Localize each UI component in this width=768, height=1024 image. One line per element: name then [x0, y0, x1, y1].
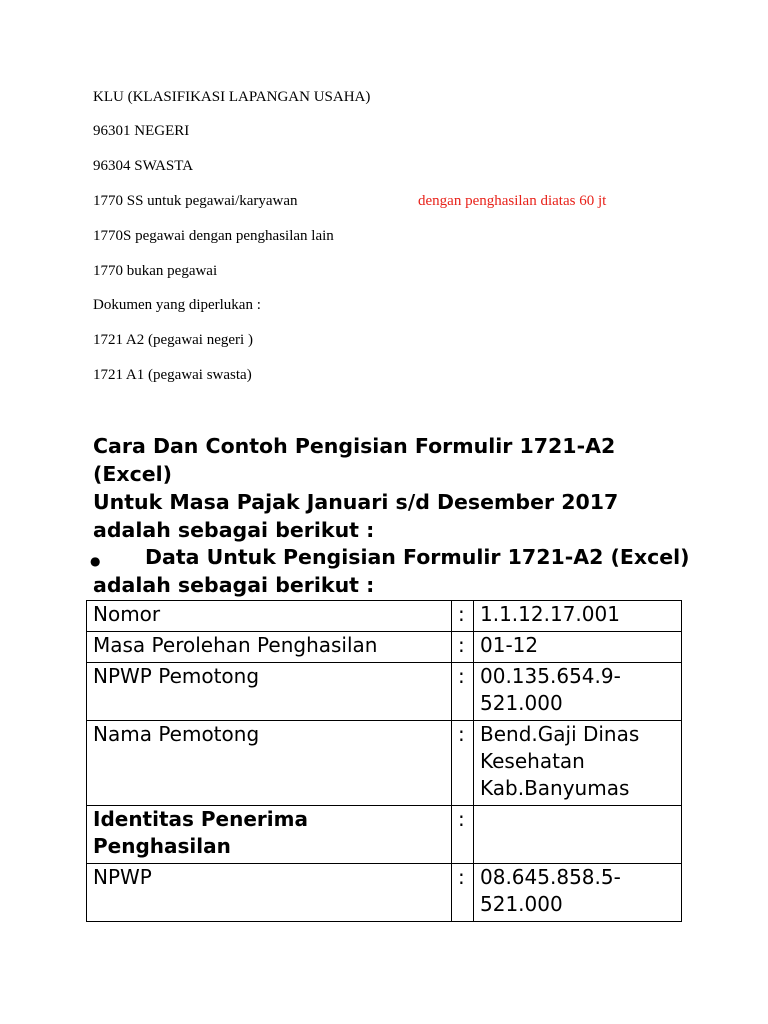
row-colon: : — [452, 721, 474, 806]
table-row — [87, 721, 682, 806]
row-label: NPWP — [87, 864, 452, 922]
bullet-item-text: Data Untuk Pengisian Formulir 1721-A2 (Excel) adalah sebagai berikut : — [93, 545, 690, 597]
row-value: 00.135.654.9-521.000 — [474, 663, 682, 721]
form-1770: 1770 bukan pegawai — [93, 263, 218, 279]
income-threshold-note: dengan penghasilan diatas 60 jt — [418, 193, 607, 209]
row-value — [474, 806, 682, 864]
row-value: 08.645.858.5-521.000 — [474, 864, 682, 922]
form-data-table — [86, 600, 682, 922]
doc-1721-a2: 1721 A2 (pegawai negeri ) — [93, 332, 253, 348]
klu-swasta: 96304 SWASTA — [93, 158, 194, 174]
table-row — [87, 663, 682, 721]
row-label: Identitas Penerima Penghasilan — [87, 806, 452, 864]
row-value: 1.1.12.17.001 — [474, 601, 682, 632]
form-1770s: 1770S pegawai dengan penghasilan lain — [93, 228, 334, 244]
klu-title: KLU (KLASIFIKASI LAPANGAN USAHA) — [93, 89, 371, 105]
table-row — [87, 806, 682, 864]
table-row — [87, 632, 682, 663]
row-value: Bend.Gaji Dinas Kesehatan Kab.Banyumas — [474, 721, 682, 806]
row-colon: : — [452, 806, 474, 864]
row-value: 01-12 — [474, 632, 682, 663]
klu-negeri: 96301 NEGERI — [93, 123, 190, 139]
row-label: NPWP Pemotong — [87, 663, 452, 721]
heading-form-guide: Cara Dan Contoh Pengisian Formulir 1721-A2 (Excel) — [93, 434, 616, 486]
table-row — [87, 864, 682, 922]
row-colon: : — [452, 663, 474, 721]
bullet-item — [88, 544, 708, 599]
documents-required-label: Dokumen yang diperlukan : — [93, 297, 261, 313]
heading-tax-period: Untuk Masa Pajak Januari s/d Desember 2017 adalah sebagai berikut : — [93, 490, 619, 542]
row-colon: : — [452, 632, 474, 663]
row-label: Nama Pemotong — [87, 721, 452, 806]
row-colon: : — [452, 601, 474, 632]
row-label: Nomor — [87, 601, 452, 632]
row-colon: : — [452, 864, 474, 922]
table-row — [87, 601, 682, 632]
row-label: Masa Perolehan Penghasilan — [87, 632, 452, 663]
form-1770ss: 1770 SS untuk pegawai/karyawan — [93, 193, 298, 209]
bullet-dot-icon: ● — [90, 554, 101, 568]
doc-1721-a1: 1721 A1 (pegawai swasta) — [93, 367, 252, 383]
